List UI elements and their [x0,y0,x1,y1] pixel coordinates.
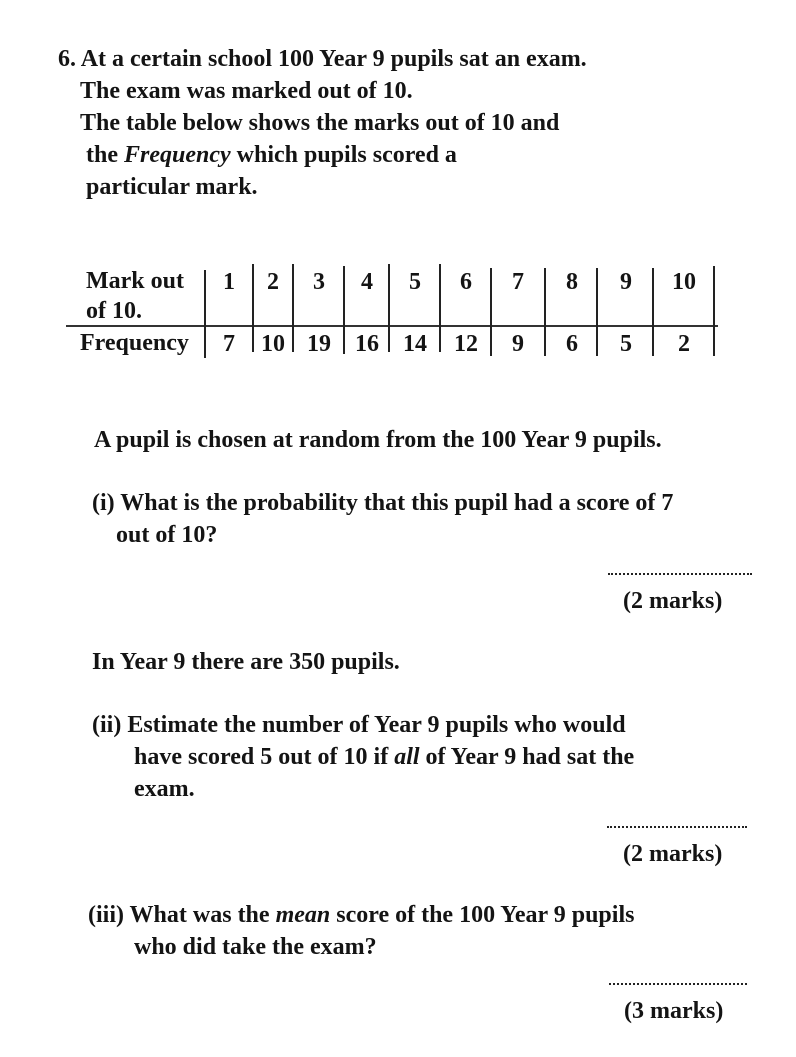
table-column-divider [204,270,206,358]
intro-line-1: At a certain school 100 Year 9 pupils sat an exam. [80,46,587,72]
mark-header-line-2: of 10. [86,298,142,324]
part-ii-line-2 [134,743,634,771]
frequency-cell-7: 9 [512,331,524,357]
part-ii-line-2-start: have scored 5 out of 10 if [134,744,395,770]
frequency-cell-4: 16 [355,331,379,357]
statement-year9-total: In Year 9 there are 350 pupils. [92,649,400,675]
intro-line-4-end: which pupils scored a [230,142,457,168]
mark-cell-4: 4 [361,269,373,295]
frequency-cell-8: 6 [566,331,578,357]
intro-line-2: The exam was marked out of 10. [80,78,413,104]
intro-line-3: The table below shows the marks out of 10 and [80,110,560,136]
frequency-cell-9: 5 [620,331,632,357]
mean-italic: mean [275,902,331,928]
frequency-cell-5: 14 [403,331,427,357]
part-i-marks: (2 marks) [623,588,723,614]
frequency-cell-3: 19 [307,331,331,357]
mark-header-line-1: Mark out [86,268,184,294]
part-ii-marks: (2 marks) [623,841,723,867]
frequency-cell-2: 10 [261,331,285,357]
intro-line-5: particular mark. [86,174,258,200]
part-iii-line-1-end: score of the 100 Year 9 pupils [330,902,635,928]
mark-cell-7: 7 [512,269,524,295]
question-number [58,45,587,73]
statement-random-pupil: A pupil is chosen at random from the 100 Year 9 pupils. [94,427,662,453]
part-iii-line-2: who did take the exam? [134,934,377,960]
table-row-divider [66,325,718,327]
frequency-header: Frequency [80,330,189,356]
part-i-line-1: (i) What is the probability that this pupil had a score of 7 [92,490,674,516]
intro-line-4-start: the [86,142,124,168]
frequency-cell-6: 12 [454,331,478,357]
part-i-line-2: out of 10? [116,522,218,548]
part-ii-line-1: (ii) Estimate the number of Year 9 pupils who would [92,712,626,738]
mark-cell-1: 1 [223,269,235,295]
part-iii-line-1-start: (iii) What was the [88,902,276,928]
intro-line-4 [86,141,457,169]
question-number-label: 6. [58,46,76,72]
all-italic: all [394,744,420,770]
frequency-cell-10: 2 [678,331,690,357]
mark-cell-6: 6 [460,269,472,295]
part-i-answer-line[interactable] [608,573,752,575]
mark-cell-3: 3 [313,269,325,295]
mark-cell-10: 10 [672,269,696,295]
mark-cell-8: 8 [566,269,578,295]
mark-cell-9: 9 [620,269,632,295]
frequency-cell-1: 7 [223,331,235,357]
part-iii-line-1 [88,901,634,929]
part-iii-marks: (3 marks) [624,998,724,1024]
part-ii-line-2-end: of Year 9 had sat the [419,744,635,770]
frequency-table [66,264,726,360]
part-iii-answer-line[interactable] [609,983,747,985]
frequency-italic: Frequency [124,142,231,168]
mark-cell-2: 2 [267,269,279,295]
part-ii-answer-line[interactable] [607,826,747,828]
mark-cell-5: 5 [409,269,421,295]
part-ii-line-3: exam. [134,776,195,802]
